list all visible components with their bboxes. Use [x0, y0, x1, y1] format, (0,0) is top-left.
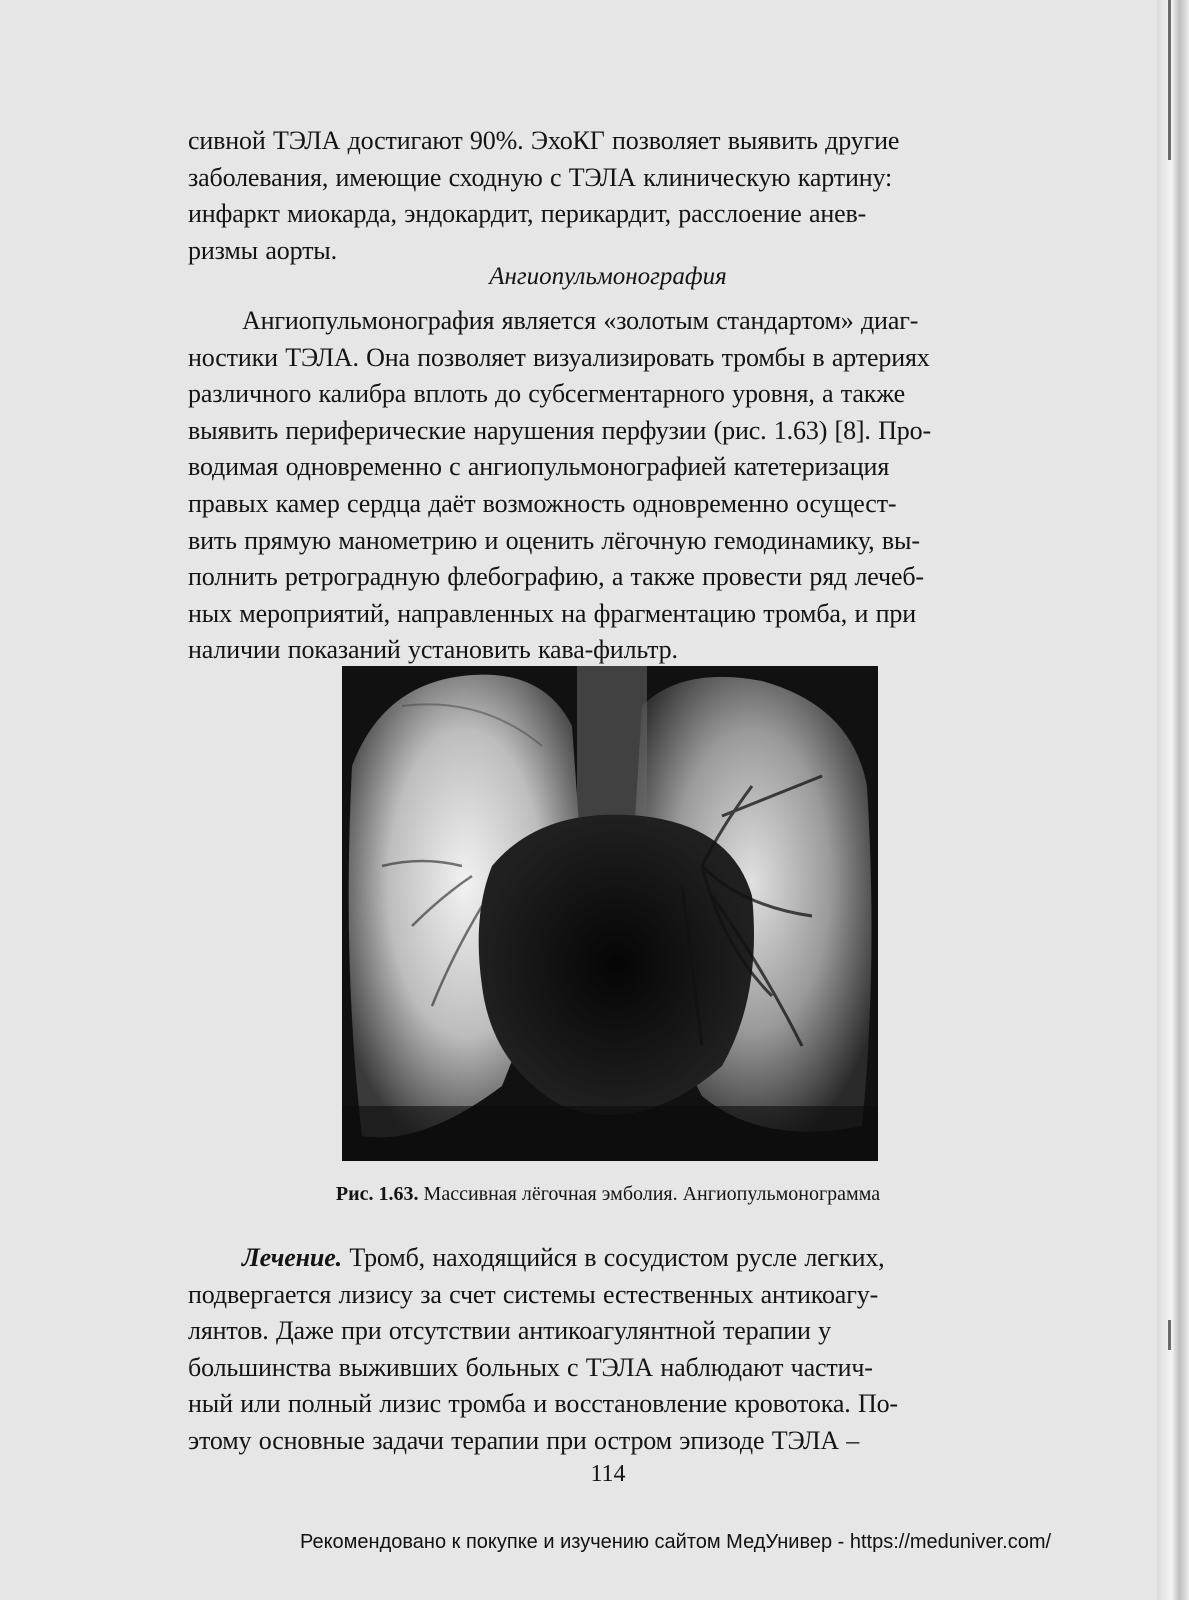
text-line: инфаркт миокарда, эндокардит, перикардит, расслоение анев- — [188, 199, 867, 229]
text-line: вить прямую манометрию и оценить лёгочную гемодинамику, вы- — [188, 525, 920, 555]
text-line: выявить периферические нарушения перфузии (рис. 1.63) [8]. Про- — [188, 415, 931, 445]
text-line: лянтов. Даже при отсутствии антикоагулянтной терапии у — [188, 1316, 832, 1346]
treatment-lead: Лечение. — [242, 1243, 342, 1272]
text-line: наличии показаний установить кава-фильтр. — [188, 635, 678, 665]
section-heading: Ангиопульмонография — [489, 263, 727, 290]
text-line: сивной ТЭЛА достигают 90%. ЭхоКГ позволяет выявить другие — [188, 126, 900, 155]
text-line: ризмы аорты. — [188, 235, 337, 265]
text-line: правых камер сердца даёт возможность одновременно осущест- — [188, 488, 897, 518]
text-line: Ангиопульмонография является «золотым стандартом» диаг- — [242, 306, 919, 335]
page-number: 114 — [590, 1461, 626, 1487]
text-line: этому основные задачи терапии при остром эпизоде ТЭЛА – — [188, 1425, 860, 1455]
figure-caption-text: Массивная лёгочная эмболия. Ангиопульмонограмма — [423, 1183, 881, 1205]
text-line: водимая одновременно с ангиопульмонографией катетеризация — [188, 452, 890, 482]
body-text-treatment — [188, 1240, 1028, 1460]
body-text-angiography — [188, 303, 1028, 669]
treatment-first-line: Тромб, находящийся в сосудистом русле легких, — [349, 1243, 885, 1272]
text-line: ных мероприятий, направленных на фрагментацию тромба, и при — [188, 598, 917, 628]
text-line: ностики ТЭЛА. Она позволяет визуализировать тромбы в артериях — [188, 342, 930, 372]
text-line — [188, 1240, 1028, 1277]
text-line: полнить ретроградную флебографию, а также провести ряд лечеб- — [188, 562, 924, 592]
text-line: ный или полный лизис тромба и восстановление кровотока. По- — [188, 1389, 898, 1419]
footer-credit: Рекомендовано к покупке и изучению сайтом МедУнивер - https://meduniver.com/ — [300, 1531, 1052, 1553]
text-line: различного калибра вплоть до субсегментарного уровня, а также — [188, 379, 906, 409]
figure-caption — [188, 1182, 1028, 1206]
text-line: подвергается лизису за счет системы естественных антикоагу- — [188, 1279, 879, 1309]
page-edge — [1157, 0, 1189, 1600]
angiogram-image — [342, 666, 878, 1161]
figure-label: Рис. 1.63. — [335, 1183, 419, 1205]
body-text-top — [188, 123, 1028, 269]
text-line: большинства выживших больных с ТЭЛА наблюдают частич- — [188, 1352, 873, 1382]
text-line: заболевания, имеющие сходную с ТЭЛА клиническую картину: — [188, 162, 893, 192]
